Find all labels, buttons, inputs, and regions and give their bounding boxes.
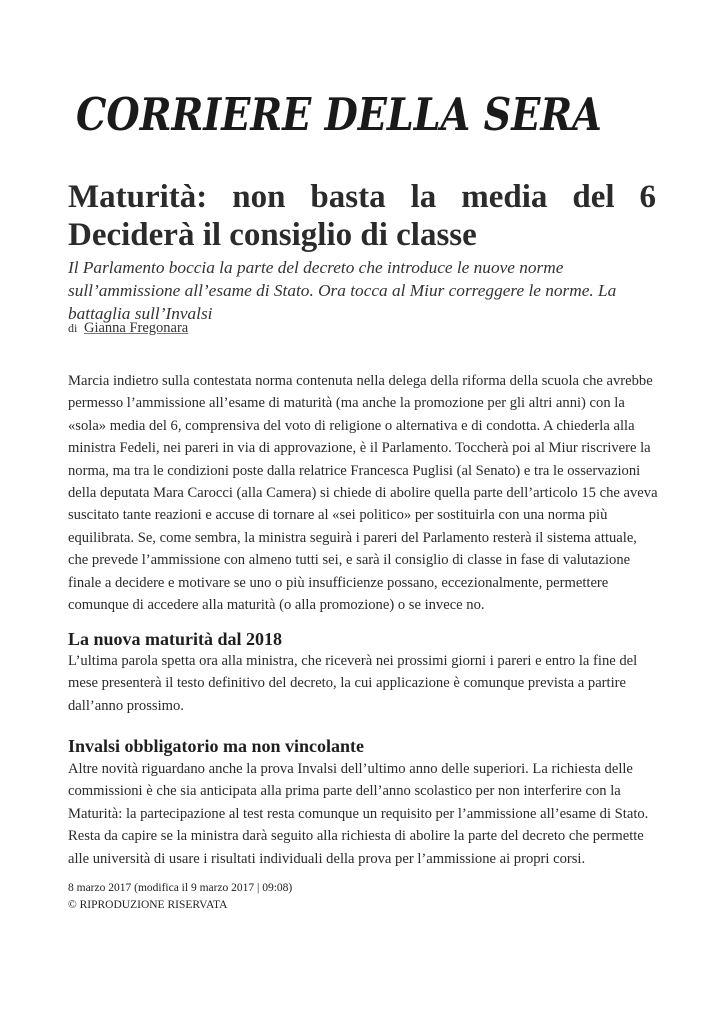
article-headline: [68, 178, 656, 254]
paragraph-1: Marcia indietro sulla contestata norma contenuta nella delega della riforma della scuola che avrebbe permesso l’ammissione all’esame di maturità (ma anche la promozione per gli altri anni) con la «sola» media del 6, comprensiva del voto di religione o alternativa e di condotta. A chiederla alla ministra Fedeli, nei pareri in via di approvazione, è il Parlamento. Toccherà poi al Miur riscrivere la norma, ma tra le condizioni poste dalla relatrice Francesca Puglisi (al Senato) e tra le osservazioni della deputata Mara Carocci (alla Camera) si chiede di abolire quella parte dell’articolo 15 che aveva suscitato tante reazioni e accuse di tornare al «sei politico» per sostituirla con una norma più equilibrata. Se, come sembra, la ministra seguirà i pareri del Parlamento resterà il sistema attuale, che prevede l’ammissione con almeno tutti sei, e sarà il consiglio di classe in fase di valutazione finale a decidere e motivare se uno o più insufficienze possano, eccezionalmente, permettere comunque di accedere alla maturità (o alla promozione) o se invece no.: [68, 373, 658, 614]
paragraph-3: Altre novità riguardano anche la prova Invalsi dell’ultimo anno delle superiori. La richiesta delle commissioni è che sia anticipata alla prima parte dell’anno scolastico per non interferire con la Maturità: la partecipazione al test resta comunque un requisito per l’ammissione all’esame di Stato. Resta da capire se la ministra darà seguito alla richiesta di abolire la parte del decreto che permette alle università di usare i risultati individuali della prova per l’ammissione ai propri corsi.: [68, 761, 649, 867]
headline-line-1: Maturità: non basta la media del 6: [68, 179, 656, 215]
author-link[interactable]: Gianna Fregonara: [83, 320, 189, 336]
paragraph-2: L’ultima parola spetta ora alla ministra, che riceverà nei prossimi giorni i pareri e entro la fine del mese presenterà il testo definitivo del decreto, la cui applicazione è comunque prevista a partire dall’anno prossimo.: [68, 653, 638, 714]
byline: [68, 320, 188, 337]
article-subtitle: Il Parlamento boccia la parte del decreto che introduce le nuove norme sull’ammissione all’esame di Stato. Ora tocca al Miur correggere le norme. La battaglia sull’Invalsi: [68, 258, 617, 323]
headline-line-2: Deciderà il consiglio di classe: [68, 217, 477, 253]
byline-prefix: di: [68, 321, 78, 335]
section-title-1: La nuova maturità dal 2018: [68, 629, 283, 649]
section-title-2: Invalsi obbligatorio ma non vincolante: [68, 736, 365, 756]
copyright-notice: © RIPRODUZIONE RISERVATA: [68, 899, 228, 911]
article-footer: [68, 880, 292, 914]
newspaper-logo: CORRIERE DELLA SERA: [76, 88, 602, 141]
publication-date: 8 marzo 2017 (modifica il 9 marzo 2017 | 09:08): [68, 882, 293, 894]
